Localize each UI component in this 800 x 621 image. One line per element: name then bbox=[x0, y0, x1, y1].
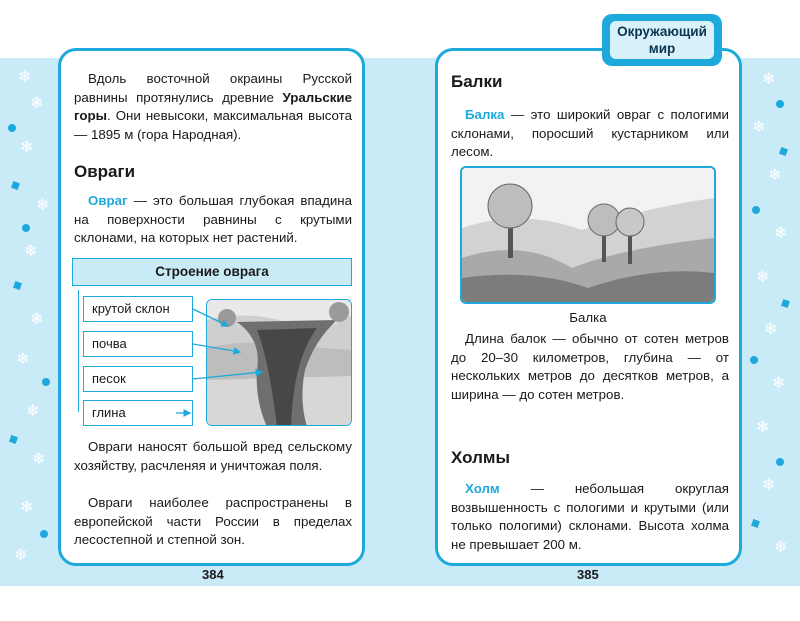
snowflake-icon: ❄ bbox=[20, 139, 34, 156]
snowflake-icon: ❄ bbox=[26, 403, 40, 420]
snowflake-icon: ❄ bbox=[756, 419, 770, 436]
snowflake-icon: ❄ bbox=[756, 269, 770, 286]
snowflake-icon: ❄ bbox=[774, 539, 788, 556]
snowflake-icon: ❄ bbox=[14, 547, 28, 564]
ravines-spread-paragraph bbox=[74, 494, 352, 550]
snowflake-icon: ❄ bbox=[36, 197, 50, 214]
ravine-definition-text: — это большая глубокая впадина на поверхности равнины с крутыми склонами, на которых нет растений. bbox=[74, 193, 352, 245]
label-sand: песок bbox=[83, 366, 193, 392]
gully-definition-text: — это широкий овраг с пологими склонами, поросший кустарником или лесом. bbox=[451, 107, 729, 159]
snowflake-icon: ❄ bbox=[18, 69, 32, 86]
gully-definition bbox=[451, 106, 729, 162]
snowflake-icon: ❄ bbox=[16, 351, 30, 368]
hill-definition bbox=[451, 480, 729, 554]
gully-size-text: Длина балок — обычно от сотен метров до 20–30 километров, глубина — от нескольких метров до десятков метров, а ширина — до сотен метров. bbox=[451, 331, 729, 402]
diagram-title: Строение оврага bbox=[72, 258, 352, 286]
ravines-harm-text: Овраги наносят большой вред сельскому хозяйству, расчленяя и уничтожая поля. bbox=[74, 439, 352, 473]
snowflake-icon: ❄ bbox=[20, 499, 34, 516]
subject-tab-line1: Окружающий bbox=[617, 24, 707, 39]
snowflake-icon: ❄ bbox=[774, 225, 788, 242]
label-soil: почва bbox=[83, 331, 193, 357]
gullies-heading: Балки bbox=[451, 72, 503, 91]
snowflake-icon: ❄ bbox=[772, 375, 786, 392]
gully-caption: Балка bbox=[569, 310, 607, 325]
snowflake-icon: ❄ bbox=[24, 243, 38, 260]
page-number-left: 384 bbox=[202, 567, 224, 582]
hill-definition-text: — небольшая округлая возвышенность с пологими и крутыми (или только пологими) склонами. Высота холма не превышает 200 м. bbox=[451, 481, 729, 552]
hills-heading: Холмы bbox=[451, 448, 510, 467]
intro-text-before: Вдоль восточной окраины Русской равнины протянулись древние bbox=[74, 71, 352, 105]
snowflake-icon: ❄ bbox=[762, 71, 776, 88]
ravines-heading: Овраги bbox=[74, 162, 136, 181]
ravines-spread-text: Овраги наиболее распространены в европейской части России в пределах лесостепной и степной зон. bbox=[74, 495, 352, 547]
label-steep-slope: крутой склон bbox=[83, 296, 193, 322]
subject-tab-line2: мир bbox=[648, 41, 676, 56]
snowflake-icon: ❄ bbox=[764, 321, 778, 338]
gully-term: Балка bbox=[465, 107, 505, 122]
label-clay: глина bbox=[83, 400, 193, 426]
page-number-right: 385 bbox=[577, 567, 599, 582]
snowflake-icon: ❄ bbox=[762, 477, 776, 494]
intro-text-after: . Они невысоки, максимальная высота — 1895 м (гора Народная). bbox=[74, 108, 352, 142]
snowflake-icon: ❄ bbox=[32, 451, 46, 468]
intro-bold-term: Уральские горы bbox=[74, 89, 352, 123]
snowflake-icon: ❄ bbox=[752, 119, 766, 136]
gully-illustration bbox=[460, 166, 716, 304]
snowflake-icon: ❄ bbox=[768, 167, 782, 184]
snowflake-icon: ❄ bbox=[30, 311, 44, 328]
ravine-term: Овраг bbox=[88, 193, 128, 208]
hill-term: Холм bbox=[465, 481, 500, 496]
snowflake-icon: ❄ bbox=[30, 95, 44, 112]
gully-size-paragraph bbox=[451, 330, 729, 404]
ravines-harm-paragraph bbox=[74, 438, 352, 475]
